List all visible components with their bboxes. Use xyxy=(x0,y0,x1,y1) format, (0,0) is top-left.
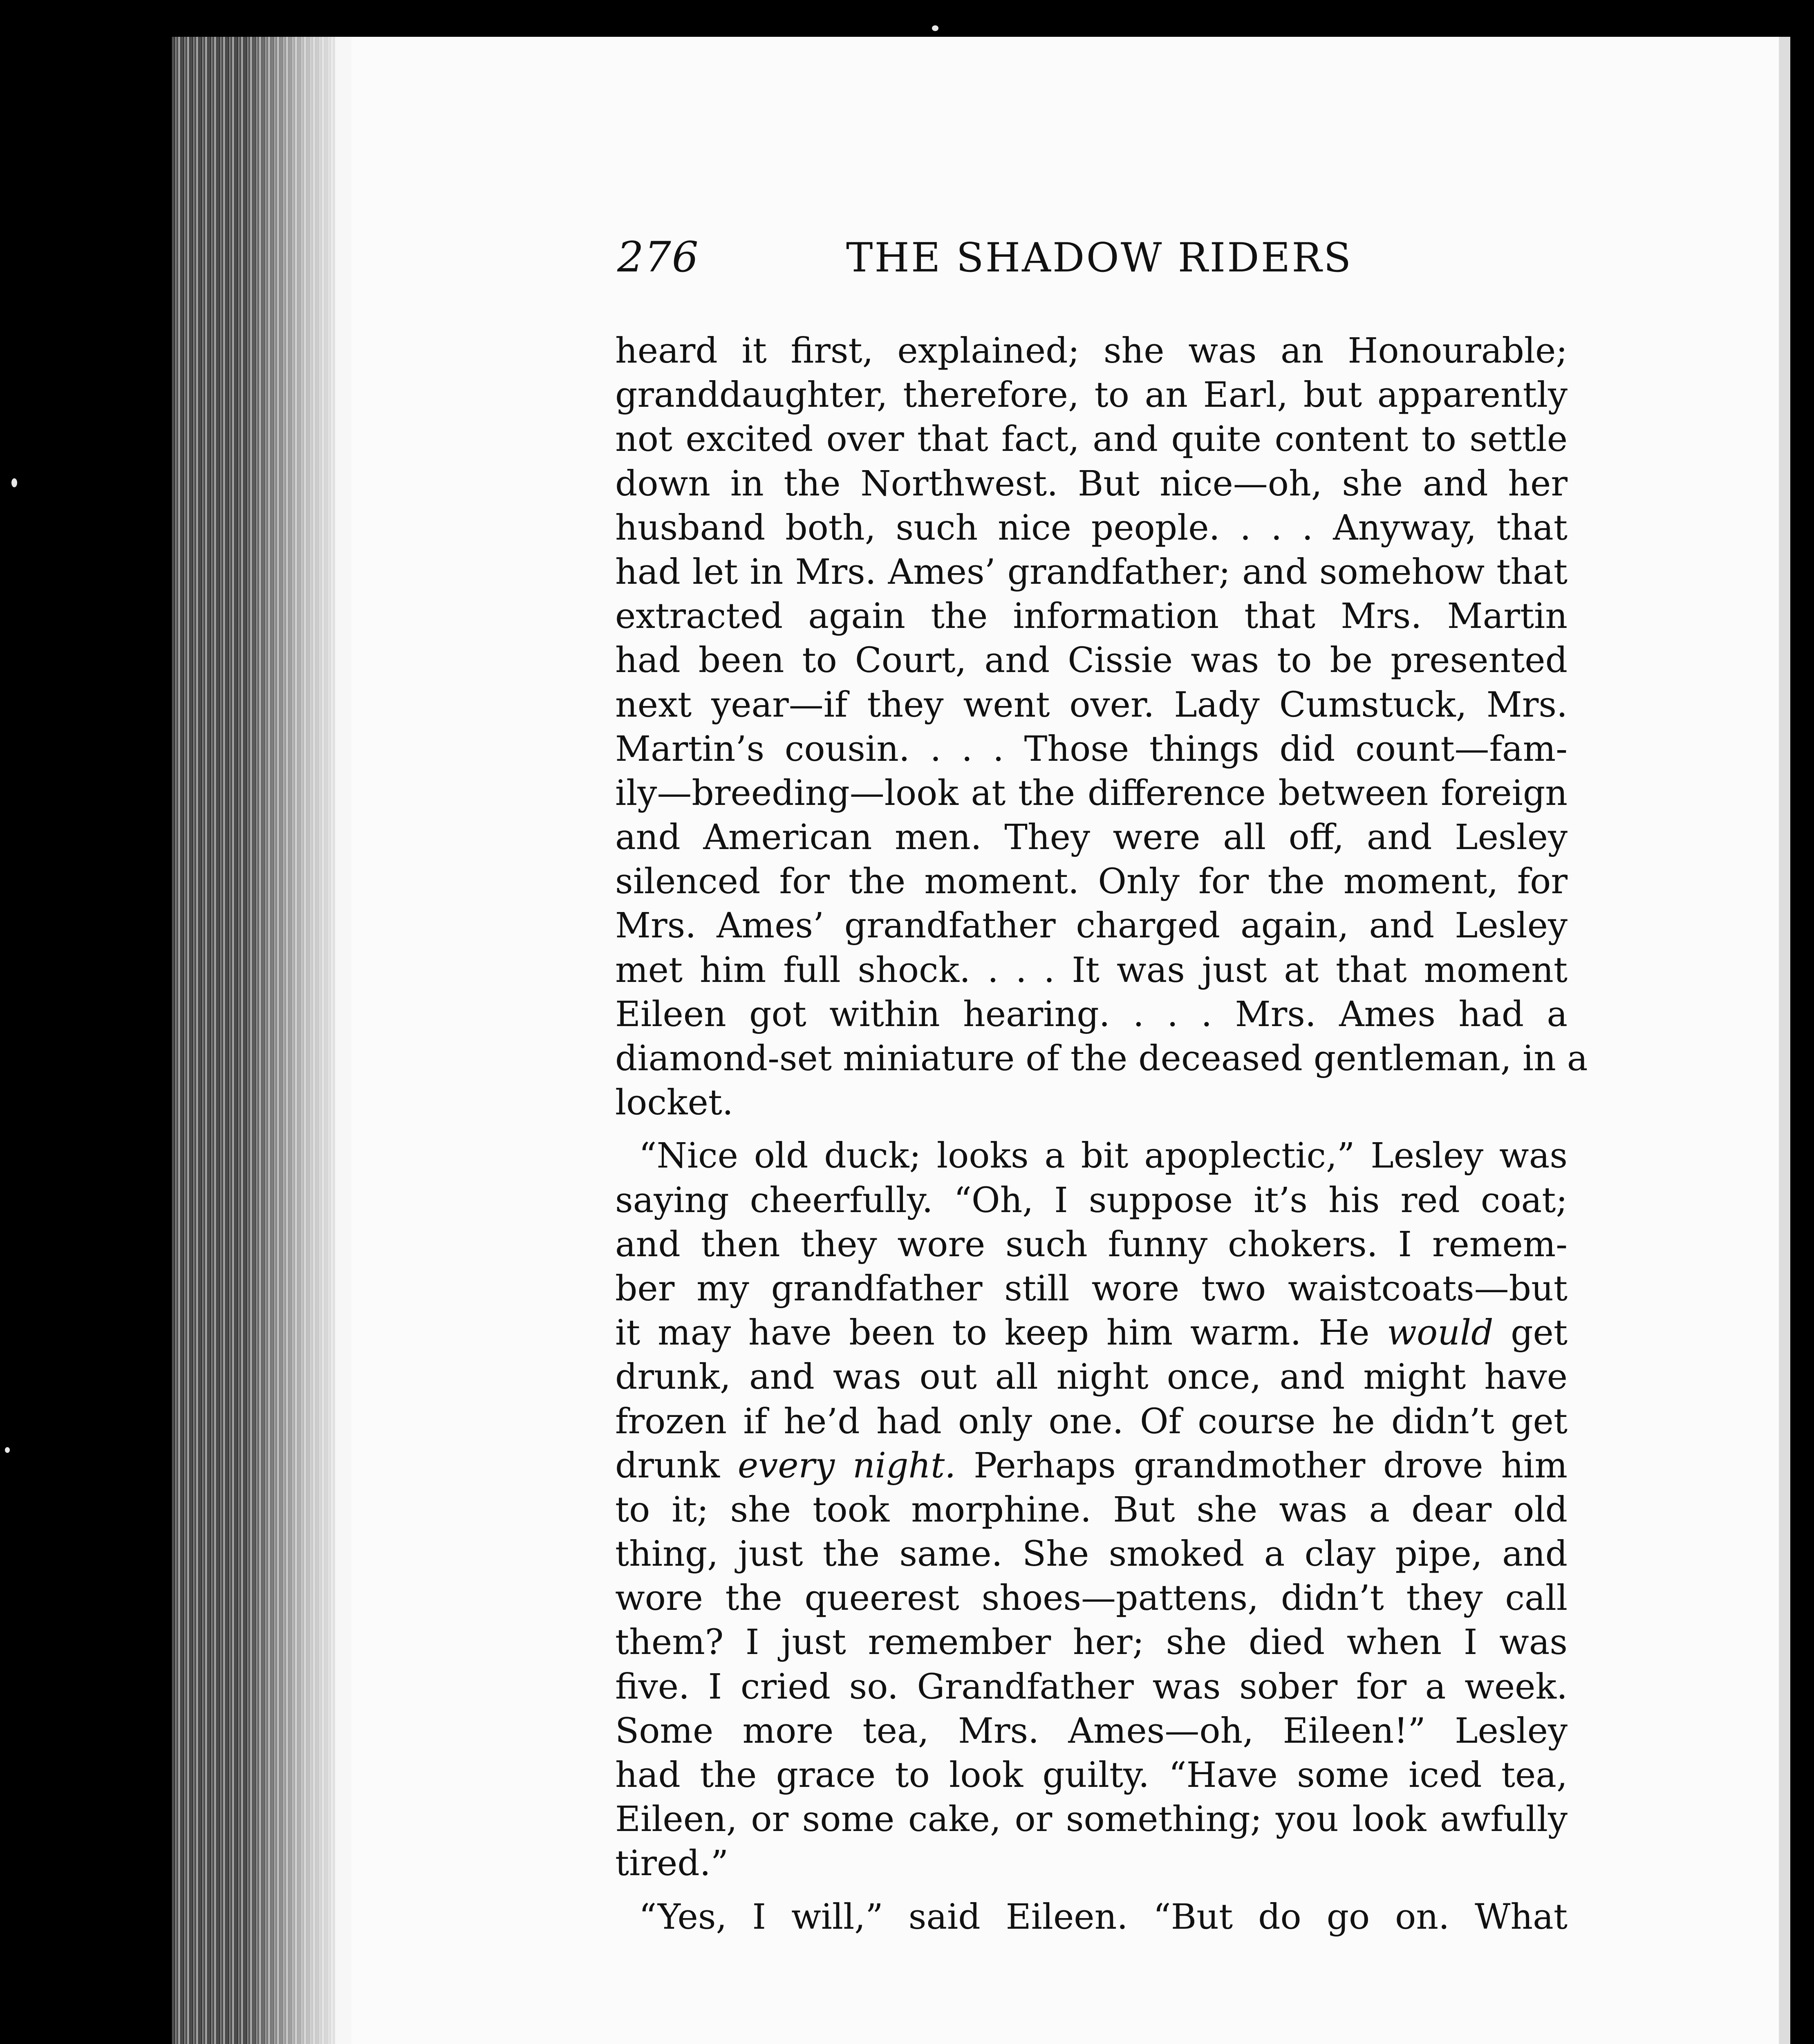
running-header xyxy=(617,233,1439,294)
text-line: Mrs. Ames’ grandfather charged again, and Lesley xyxy=(615,905,1568,946)
text-line: five. I cried so. Grandfather was sober for a week. xyxy=(615,1666,1568,1707)
text-line: had let in Mrs. Ames’ grandfather; and somehow that xyxy=(615,551,1568,592)
text-line: wore the queerest shoes—pattens, didn’t they call xyxy=(615,1578,1568,1619)
text-line: saying cheerfully. “Oh, I suppose it’s his red coat; xyxy=(615,1180,1568,1221)
text-line: thing, just the same. She smoked a clay pipe, and xyxy=(615,1534,1568,1575)
text-line: them? I just remember her; she died when I was xyxy=(615,1622,1568,1663)
text-segment: drunk xyxy=(615,1445,720,1486)
text-line: Martin’s cousin. . . . Those things did count—fam- xyxy=(615,728,1568,769)
text-segment: it may have been to keep him warm. He xyxy=(615,1313,1370,1354)
text-line: silenced for the moment. Only for the moment, for xyxy=(615,861,1568,902)
text-line: to it; she took morphine. But she was a dear old xyxy=(615,1489,1568,1530)
text-line: heard it first, explained; she was an Honourable; xyxy=(615,331,1568,371)
text-line: locket. xyxy=(615,1083,733,1123)
paragraph-gap xyxy=(615,1125,1568,1134)
text-segment: Perhaps grandmother drove him xyxy=(974,1445,1568,1486)
text-line: had the grace to look guilty. “Have some iced tea, xyxy=(615,1755,1568,1795)
italic-emphasis: every night. xyxy=(737,1445,956,1486)
text-line-with-italic xyxy=(615,1311,1568,1355)
dust-speck xyxy=(932,25,938,31)
text-line: Eileen got within hearing. . . . Mrs. Ames had a xyxy=(615,994,1568,1035)
text-line-with-italic xyxy=(615,1444,1568,1488)
text-line: Some more tea, Mrs. Ames—oh, Eileen!” Lesley xyxy=(615,1710,1568,1751)
text-line: down in the Northwest. But nice—oh, she and her xyxy=(615,463,1568,504)
text-line: next year—if they went over. Lady Cumstuck, Mrs. xyxy=(615,684,1568,725)
text-line: “Yes, I will,” said Eileen. “But do go on. What xyxy=(639,1896,1568,1937)
text-line: not excited over that fact, and quite content to settle xyxy=(615,419,1568,460)
text-line: tired.” xyxy=(615,1843,729,1884)
text-line: frozen if he’d had only one. Of course he didn’t get xyxy=(615,1401,1568,1442)
text-line: “Nice old duck; looks a bit apoplectic,” Lesley was xyxy=(639,1136,1568,1177)
text-line: ber my grandfather still wore two waistcoats—but xyxy=(615,1268,1568,1309)
italic-emphasis: would xyxy=(1387,1313,1494,1354)
text-line: had been to Court, and Cissie was to be presented xyxy=(615,640,1568,681)
text-line: met him full shock. . . . It was just at that moment xyxy=(615,950,1568,991)
running-head-title: THE SHADOW RIDERS xyxy=(846,235,1353,281)
body-text xyxy=(615,329,1588,1939)
dust-speck xyxy=(5,1447,10,1453)
text-line: Eileen, or some cake, or something; you look awfully xyxy=(615,1799,1568,1840)
dust-speck xyxy=(11,478,17,487)
text-line: husband both, such nice people. . . . Anyway, that xyxy=(615,507,1568,548)
paragraph-gap xyxy=(615,1886,1568,1895)
text-segment: get xyxy=(1511,1313,1568,1354)
text-line: and then they wore such funny chokers. I remem- xyxy=(615,1224,1568,1265)
page-gutter-shading xyxy=(245,37,352,2044)
text-line: granddaughter, therefore, to an Earl, but apparently xyxy=(615,375,1568,416)
page-number: 276 xyxy=(617,233,699,282)
text-line: and American men. They were all off, and Lesley xyxy=(615,817,1568,858)
text-line: diamond-set miniature of the deceased gentleman, in a xyxy=(615,1038,1588,1079)
text-line: drunk, and was out all night once, and might have xyxy=(615,1357,1568,1398)
text-line: extracted again the information that Mrs. Martin xyxy=(615,596,1568,637)
text-line: ily—breeding—look at the difference between foreign xyxy=(615,773,1568,814)
